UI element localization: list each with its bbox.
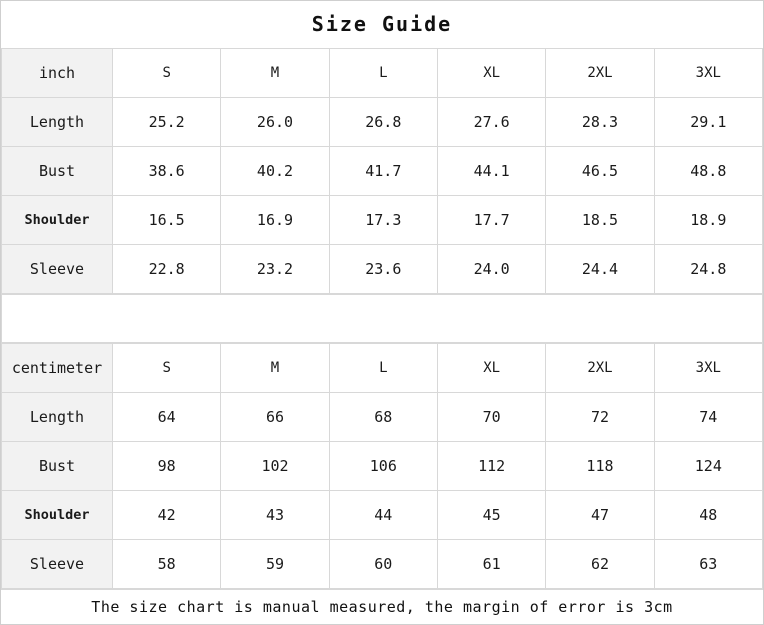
centimeter-size-table — [1, 343, 763, 589]
cell-bust-3xl: 48.8 — [654, 147, 762, 196]
cell-sleeve-xl: 61 — [437, 540, 545, 589]
table-row — [2, 98, 763, 147]
measurement-disclaimer: The size chart is manual measured, the margin of error is 3cm — [1, 590, 763, 624]
table-separator — [1, 295, 763, 343]
cell-shoulder-l: 44 — [329, 491, 437, 540]
row-label-sleeve: Sleeve — [2, 540, 113, 589]
page-title: Size Guide — [1, 1, 763, 48]
size-header-m: M — [221, 344, 329, 393]
cell-bust-xl: 44.1 — [437, 147, 545, 196]
size-header-3xl: 3XL — [654, 49, 762, 98]
cell-bust-2xl: 46.5 — [546, 147, 654, 196]
unit-label-centimeter: centimeter — [2, 344, 113, 393]
table-row — [2, 393, 763, 442]
cell-sleeve-2xl: 62 — [546, 540, 654, 589]
cell-length-2xl: 28.3 — [546, 98, 654, 147]
table-row — [2, 196, 763, 245]
cell-shoulder-2xl: 18.5 — [546, 196, 654, 245]
cell-length-xl: 27.6 — [437, 98, 545, 147]
row-label-length: Length — [2, 393, 113, 442]
unit-label-inch: inch — [2, 49, 113, 98]
cell-bust-l: 106 — [329, 442, 437, 491]
cell-shoulder-3xl: 48 — [654, 491, 762, 540]
table-row — [2, 491, 763, 540]
size-header-xl: XL — [437, 344, 545, 393]
cell-length-s: 25.2 — [113, 98, 221, 147]
cell-length-m: 26.0 — [221, 98, 329, 147]
cell-shoulder-s: 42 — [113, 491, 221, 540]
size-header-3xl: 3XL — [654, 344, 762, 393]
size-header-l: L — [329, 344, 437, 393]
table-row — [2, 245, 763, 294]
cell-bust-3xl: 124 — [654, 442, 762, 491]
cell-length-l: 26.8 — [329, 98, 437, 147]
row-label-bust: Bust — [2, 147, 113, 196]
size-header-2xl: 2XL — [546, 344, 654, 393]
table-row — [2, 147, 763, 196]
cell-sleeve-l: 23.6 — [329, 245, 437, 294]
size-header-s: S — [113, 49, 221, 98]
cell-sleeve-xl: 24.0 — [437, 245, 545, 294]
cell-sleeve-l: 60 — [329, 540, 437, 589]
cell-shoulder-3xl: 18.9 — [654, 196, 762, 245]
table-header-row — [2, 344, 763, 393]
cell-shoulder-m: 43 — [221, 491, 329, 540]
cell-sleeve-2xl: 24.4 — [546, 245, 654, 294]
inch-table-block — [1, 48, 763, 295]
centimeter-table-block — [1, 343, 763, 590]
cell-bust-m: 40.2 — [221, 147, 329, 196]
cell-shoulder-xl: 45 — [437, 491, 545, 540]
cell-length-l: 68 — [329, 393, 437, 442]
inch-size-table — [1, 48, 763, 294]
cell-sleeve-m: 59 — [221, 540, 329, 589]
cell-shoulder-s: 16.5 — [113, 196, 221, 245]
cell-bust-2xl: 118 — [546, 442, 654, 491]
cell-length-m: 66 — [221, 393, 329, 442]
cell-shoulder-m: 16.9 — [221, 196, 329, 245]
cell-sleeve-s: 58 — [113, 540, 221, 589]
cell-sleeve-m: 23.2 — [221, 245, 329, 294]
size-header-xl: XL — [437, 49, 545, 98]
row-label-bust: Bust — [2, 442, 113, 491]
table-header-row — [2, 49, 763, 98]
size-header-s: S — [113, 344, 221, 393]
row-label-length: Length — [2, 98, 113, 147]
size-header-m: M — [221, 49, 329, 98]
cell-length-3xl: 74 — [654, 393, 762, 442]
cell-shoulder-l: 17.3 — [329, 196, 437, 245]
cell-length-2xl: 72 — [546, 393, 654, 442]
row-label-shoulder: Shoulder — [2, 491, 113, 540]
cell-sleeve-s: 22.8 — [113, 245, 221, 294]
cell-bust-s: 38.6 — [113, 147, 221, 196]
size-header-2xl: 2XL — [546, 49, 654, 98]
size-header-l: L — [329, 49, 437, 98]
cell-bust-s: 98 — [113, 442, 221, 491]
cell-bust-l: 41.7 — [329, 147, 437, 196]
cell-length-xl: 70 — [437, 393, 545, 442]
cell-length-3xl: 29.1 — [654, 98, 762, 147]
cell-sleeve-3xl: 24.8 — [654, 245, 762, 294]
cell-length-s: 64 — [113, 393, 221, 442]
cell-shoulder-xl: 17.7 — [437, 196, 545, 245]
table-row — [2, 540, 763, 589]
cell-sleeve-3xl: 63 — [654, 540, 762, 589]
cell-bust-m: 102 — [221, 442, 329, 491]
table-row — [2, 442, 763, 491]
row-label-sleeve: Sleeve — [2, 245, 113, 294]
cell-shoulder-2xl: 47 — [546, 491, 654, 540]
cell-bust-xl: 112 — [437, 442, 545, 491]
row-label-shoulder: Shoulder — [2, 196, 113, 245]
